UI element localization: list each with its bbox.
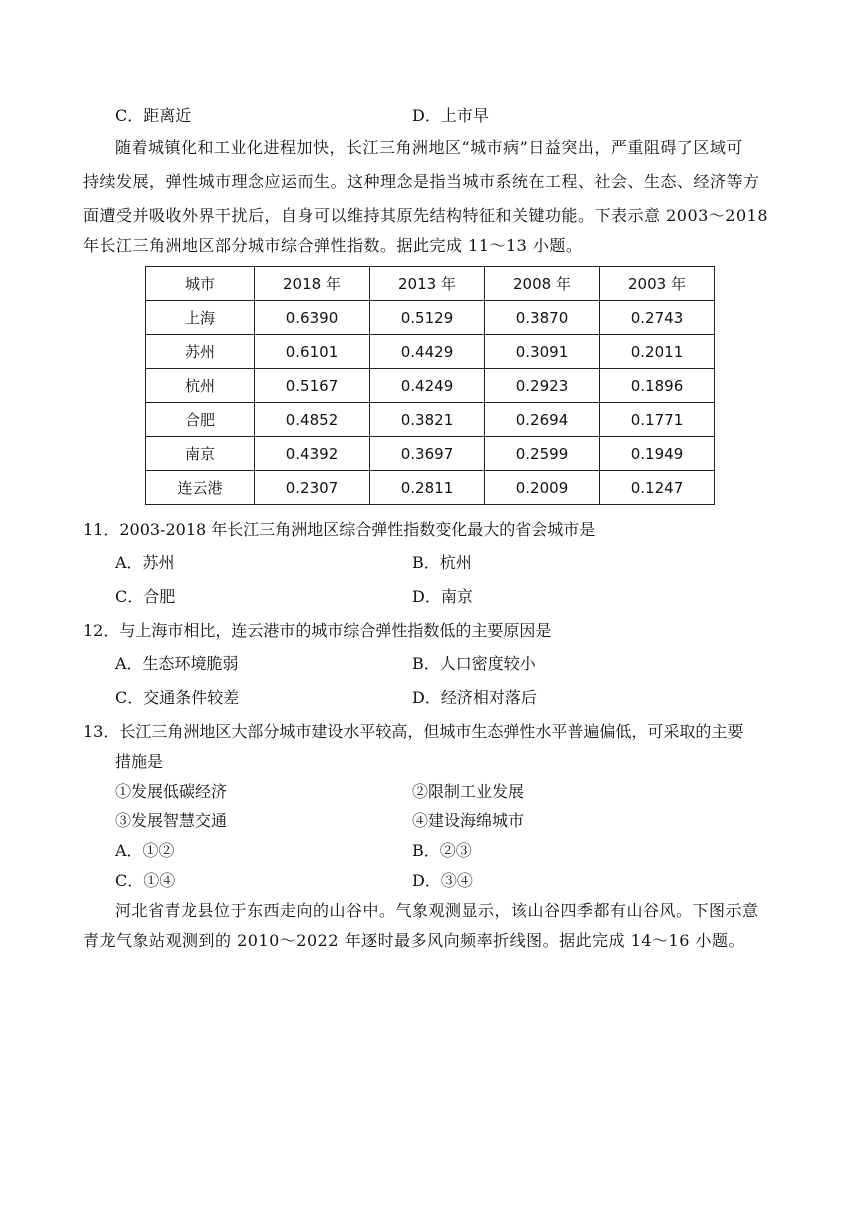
q13-statement-3: ③发展智慧交通: [115, 811, 228, 830]
table-cell: 0.3870: [485, 301, 600, 335]
table-cell: 0.2599: [485, 437, 600, 471]
table-cell: 杭州: [146, 369, 255, 403]
q12-option-d: D．经济相对落后: [412, 688, 537, 707]
q10-option-c: C．距离近: [115, 106, 192, 125]
table-cell: 0.5167: [255, 369, 370, 403]
table-row: [146, 403, 715, 437]
table-cell: 0.3821: [370, 403, 485, 437]
passage-2-line: 河北省青龙县位于东西走向的山谷中。气象观测显示，该山谷四季都有山谷风。下图示意: [115, 901, 759, 920]
q11-option-c: C．合肥: [115, 587, 176, 606]
q13-statement-4: ④建设海绵城市: [412, 811, 525, 830]
passage-1-line: 持续发展，弹性城市理念应运而生。这种理念是指当城市系统在工程、社会、生态、经济等方: [83, 172, 760, 191]
q12-option-b: B．人口密度较小: [412, 654, 536, 673]
table-header-cell: 2018 年: [255, 267, 370, 301]
q10-option-d: D．上市早: [412, 106, 489, 125]
q13-stem-continued: 措施是: [115, 752, 164, 771]
q13-stem: 13．长江三角洲地区大部分城市建设水平较高，但城市生态弹性水平普遍偏低，可采取的主要: [83, 722, 744, 741]
table-cell: 0.1896: [600, 369, 715, 403]
table-cell: 苏州: [146, 335, 255, 369]
q11-stem: 11．2003-2018 年长江三角洲地区综合弹性指数变化最大的省会城市是: [83, 520, 596, 539]
passage-1-line: 年长江三角洲地区部分城市综合弹性指数。据此完成 11～13 小题。: [83, 236, 583, 255]
table-row: [146, 471, 715, 505]
table-row: [146, 301, 715, 335]
table-cell: 0.2923: [485, 369, 600, 403]
table-header-row: [146, 267, 715, 301]
table-row: [146, 437, 715, 471]
table-cell: 合肥: [146, 403, 255, 437]
q11-option-d: D．南京: [412, 587, 473, 606]
q13-statement-2: ②限制工业发展: [412, 782, 525, 801]
passage-1-line: 面遭受并吸收外界干扰后，自身可以维持其原先结构特征和关键功能。下表示意 2003～2018: [83, 206, 769, 225]
table-cell: 0.2009: [485, 471, 600, 505]
q13-option-c: C．①④: [115, 871, 176, 890]
table-cell: 0.1771: [600, 403, 715, 437]
q11-option-b: B．杭州: [412, 553, 472, 572]
table-cell: 0.4249: [370, 369, 485, 403]
table-cell: 0.2307: [255, 471, 370, 505]
table-cell: 0.6101: [255, 335, 370, 369]
table-header-cell: 2013 年: [370, 267, 485, 301]
table-cell: 连云港: [146, 471, 255, 505]
table-cell: 0.4429: [370, 335, 485, 369]
table-cell: 0.4852: [255, 403, 370, 437]
table-cell: 0.2811: [370, 471, 485, 505]
table-header-cell: 2008 年: [485, 267, 600, 301]
table-cell: 0.2694: [485, 403, 600, 437]
table-cell: 0.4392: [255, 437, 370, 471]
table-cell: 0.1949: [600, 437, 715, 471]
q12-stem: 12．与上海市相比，连云港市的城市综合弹性指数低的主要原因是: [83, 621, 552, 640]
table-cell: 0.3091: [485, 335, 600, 369]
table-cell: 0.2011: [600, 335, 715, 369]
table-row: [146, 369, 715, 403]
table-cell: 南京: [146, 437, 255, 471]
q13-option-a: A．①②: [115, 841, 175, 860]
q13-option-b: B．②③: [412, 841, 472, 860]
table-cell: 0.1247: [600, 471, 715, 505]
q12-option-a: A．生态环境脆弱: [115, 654, 239, 673]
q13-option-d: D．③④: [412, 871, 473, 890]
table-row: [146, 335, 715, 369]
q12-option-c: C．交通条件较差: [115, 688, 240, 707]
table-header-cell: 2003 年: [600, 267, 715, 301]
passage-1-line: 随着城镇化和工业化进程加快，长江三角洲地区“城市病”日益突出，严重阻碍了区域可: [115, 138, 743, 157]
passage-2-line: 青龙气象站观测到的 2010～2022 年逐时最多风向频率折线图。据此完成 14～16 小题。: [83, 931, 746, 950]
table-header-cell: 城市: [146, 267, 255, 301]
table-cell: 0.2743: [600, 301, 715, 335]
resilience-index-table: [145, 266, 715, 505]
table-cell: 0.3697: [370, 437, 485, 471]
q11-option-a: A．苏州: [115, 553, 175, 572]
table-cell: 0.5129: [370, 301, 485, 335]
q13-statement-1: ①发展低碳经济: [115, 782, 228, 801]
table-cell: 0.6390: [255, 301, 370, 335]
table-cell: 上海: [146, 301, 255, 335]
